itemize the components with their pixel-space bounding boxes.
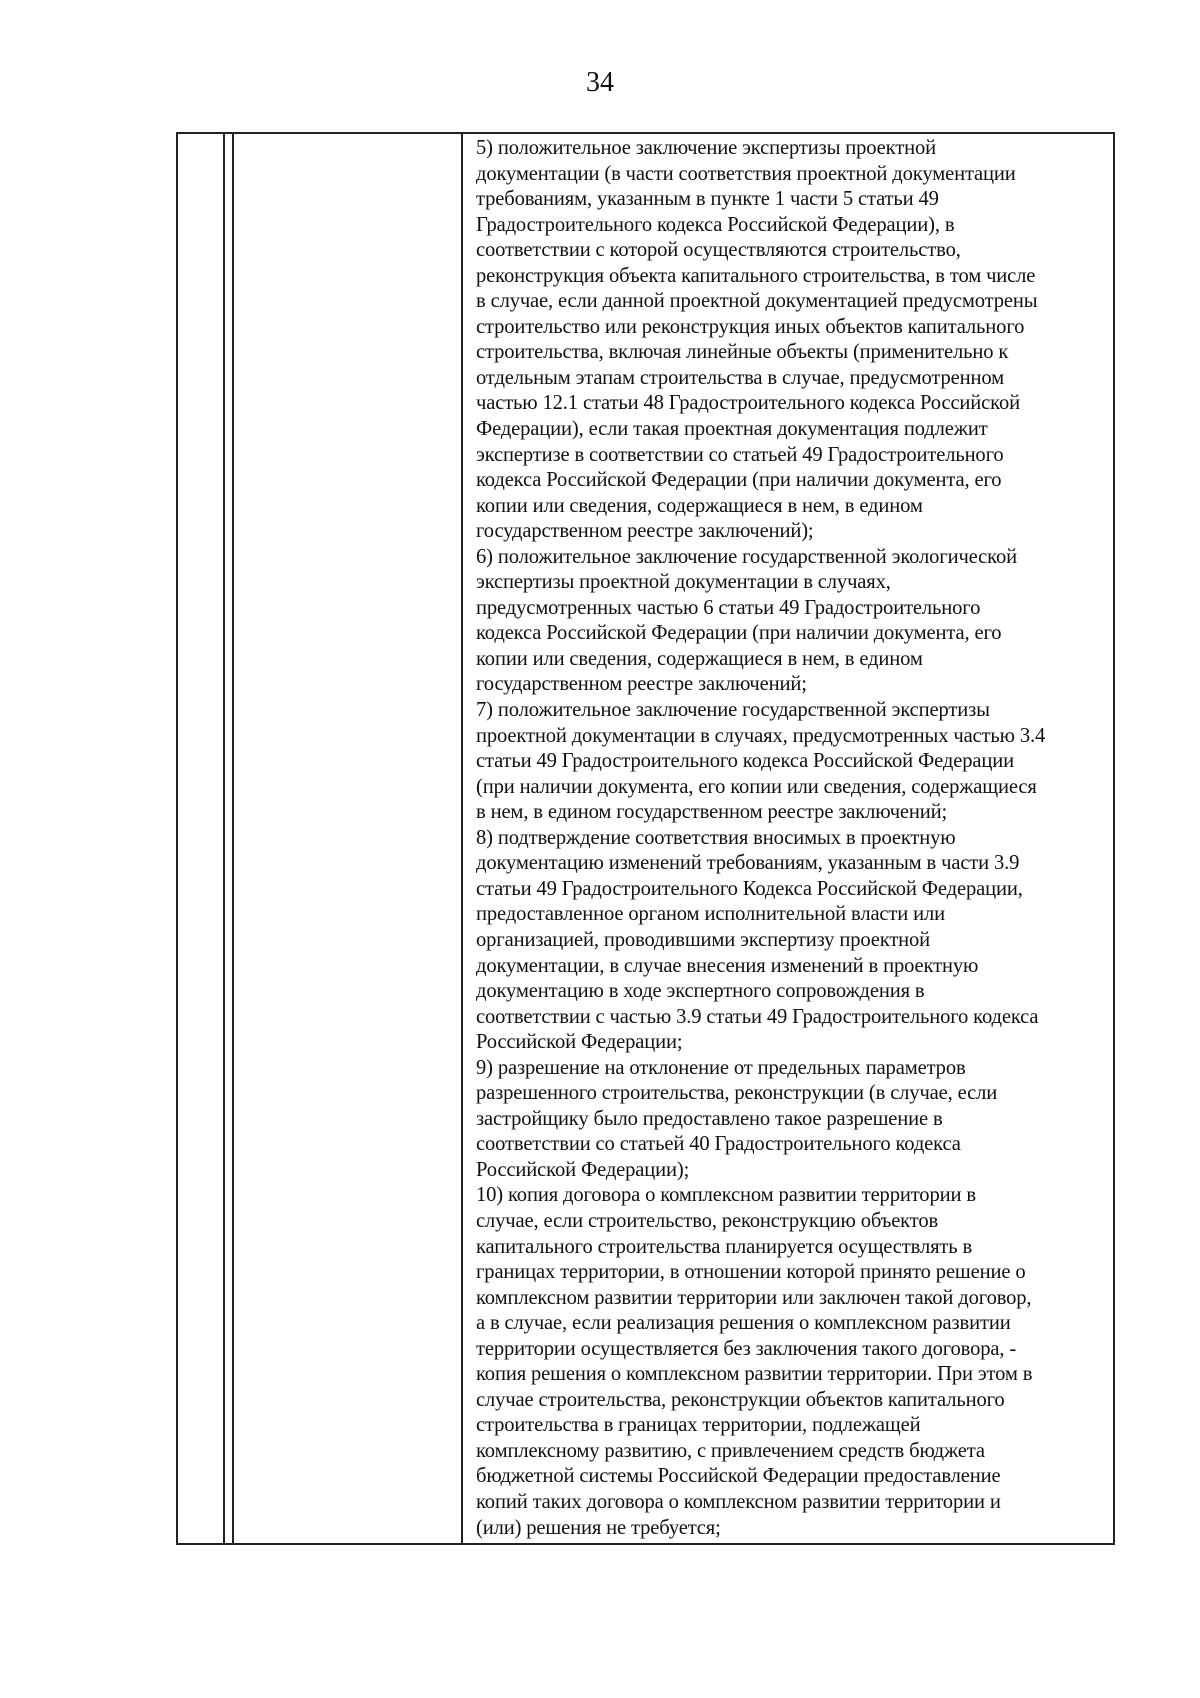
text-line: документацию изменений требованиям, указанным в части 3.9	[476, 852, 1020, 875]
table-column-divider	[232, 134, 234, 1543]
text-line: государственном реестре заключений);	[476, 520, 814, 543]
text-line: (при наличии документа, его копии или сведения, содержащиеся	[476, 775, 1037, 798]
text-line: отдельным этапам строительства в случае, предусмотренном	[476, 366, 1005, 389]
text-line: бюджетной системы Российской Федерации предоставление	[476, 1465, 1001, 1488]
text-line: требованиям, указанным в пункте 1 части 5 статьи 49	[476, 188, 939, 211]
text-line: 9) разрешение на отклонение от предельных параметров	[476, 1056, 966, 1079]
text-line: копий таких договора о комплексном развитии территории и	[476, 1490, 1001, 1513]
text-line: разрешенного строительства, реконструкции (в случае, если	[476, 1082, 998, 1105]
text-line: (или) решения не требуется;	[476, 1516, 721, 1539]
page-number: 34	[586, 67, 614, 98]
text-line: Российской Федерации);	[476, 1158, 690, 1181]
text-line: 10) копия договора о комплексном развитии территории в	[476, 1184, 976, 1207]
text-line: комплексному развитию, с привлечением средств бюджета	[476, 1439, 985, 1462]
text-line: строительство или реконструкция иных объектов капитального	[476, 315, 1025, 338]
text-line: реконструкция объекта капитального строительства, в том числе	[476, 264, 1036, 287]
text-line: экспертизе в соответствии со статьей 49 Градостроительного	[476, 443, 1004, 466]
text-line: государственном реестре заключений;	[476, 673, 807, 696]
text-line: предусмотренных частью 6 статьи 49 Градостроительного	[476, 596, 981, 619]
text-line: случае, если строительство, реконструкцию объектов	[476, 1209, 939, 1232]
text-line: Градостроительного кодекса Российской Федерации), в	[476, 213, 955, 236]
text-line: копии или сведения, содержащиеся в нем, в едином	[476, 647, 923, 670]
text-line: капитального строительства планируется осуществлять в	[476, 1235, 973, 1258]
text-line: территории осуществляется без заключения такого договора, -	[476, 1337, 1017, 1360]
text-line: 6) положительное заключение государственной экологической	[476, 545, 1017, 568]
document-table	[176, 132, 1115, 1545]
text-line: застройщику было предоставлено такое разрешение в	[476, 1107, 943, 1130]
table-column-divider	[461, 134, 463, 1543]
table-column-divider	[223, 134, 225, 1543]
text-line: строительства, включая линейные объекты (применительно к	[476, 341, 1009, 364]
text-line: соответствии с частью 3.9 статьи 49 Градостроительного кодекса	[476, 1005, 1039, 1028]
text-line: кодекса Российской Федерации (при наличии документа, его	[476, 469, 1002, 492]
text-line: строительства в границах территории, подлежащей	[476, 1414, 921, 1437]
text-line: экспертизы проектной документации в случаях,	[476, 571, 891, 594]
text-line: документацию в ходе экспертного сопровождения в	[476, 980, 925, 1003]
text-line: копии или сведения, содержащиеся в нем, в едином	[476, 494, 923, 517]
text-line: проектной документации в случаях, предусмотренных частью 3.4	[476, 724, 1046, 747]
text-line: статьи 49 Градостроительного кодекса Российской Федерации	[476, 750, 1014, 773]
text-line: а в случае, если реализация решения о комплексном развитии	[476, 1312, 1011, 1335]
text-line: в случае, если данной проектной документацией предусмотрены	[476, 290, 1038, 313]
text-line: соответствии с которой осуществляются строительство,	[476, 239, 961, 262]
text-line: 5) положительное заключение экспертизы проектной	[476, 137, 936, 159]
text-line: в нем, в едином государственном реестре заключений;	[476, 801, 948, 824]
text-line: организацией, проводившими экспертизу проектной	[476, 928, 931, 951]
text-line: предоставленное органом исполнительной власти или	[476, 903, 946, 926]
text-line: границах территории, в отношении которой принято решение о	[476, 1261, 1026, 1284]
text-line: Федерации), если такая проектная документация подлежит	[476, 418, 988, 441]
text-line: документации, в случае внесения изменений в проектную	[476, 954, 979, 977]
text-line: комплексном развитии территории или заключен такой договор,	[476, 1286, 1032, 1309]
text-line: случае строительства, реконструкции объектов капитального	[476, 1388, 1005, 1411]
text-line: соответствии со статьей 40 Градостроительного кодекса	[476, 1133, 961, 1156]
text-line: документации (в части соответствия проектной документации	[476, 162, 1016, 185]
text-line: частью 12.1 статьи 48 Градостроительного кодекса Российской	[476, 392, 1020, 415]
text-line: статьи 49 Градостроительного Кодекса Российской Федерации,	[476, 877, 1023, 900]
text-line: 7) положительное заключение государственной экспертизы	[476, 699, 990, 722]
text-line: 8) подтверждение соответствия вносимых в проектную	[476, 826, 956, 849]
text-line: кодекса Российской Федерации (при наличии документа, его	[476, 622, 1002, 645]
table-cell-text	[476, 136, 1106, 1541]
text-line: копия решения о комплексном развитии территории. При этом в	[476, 1363, 1033, 1386]
text-line: Российской Федерации;	[476, 1031, 683, 1054]
